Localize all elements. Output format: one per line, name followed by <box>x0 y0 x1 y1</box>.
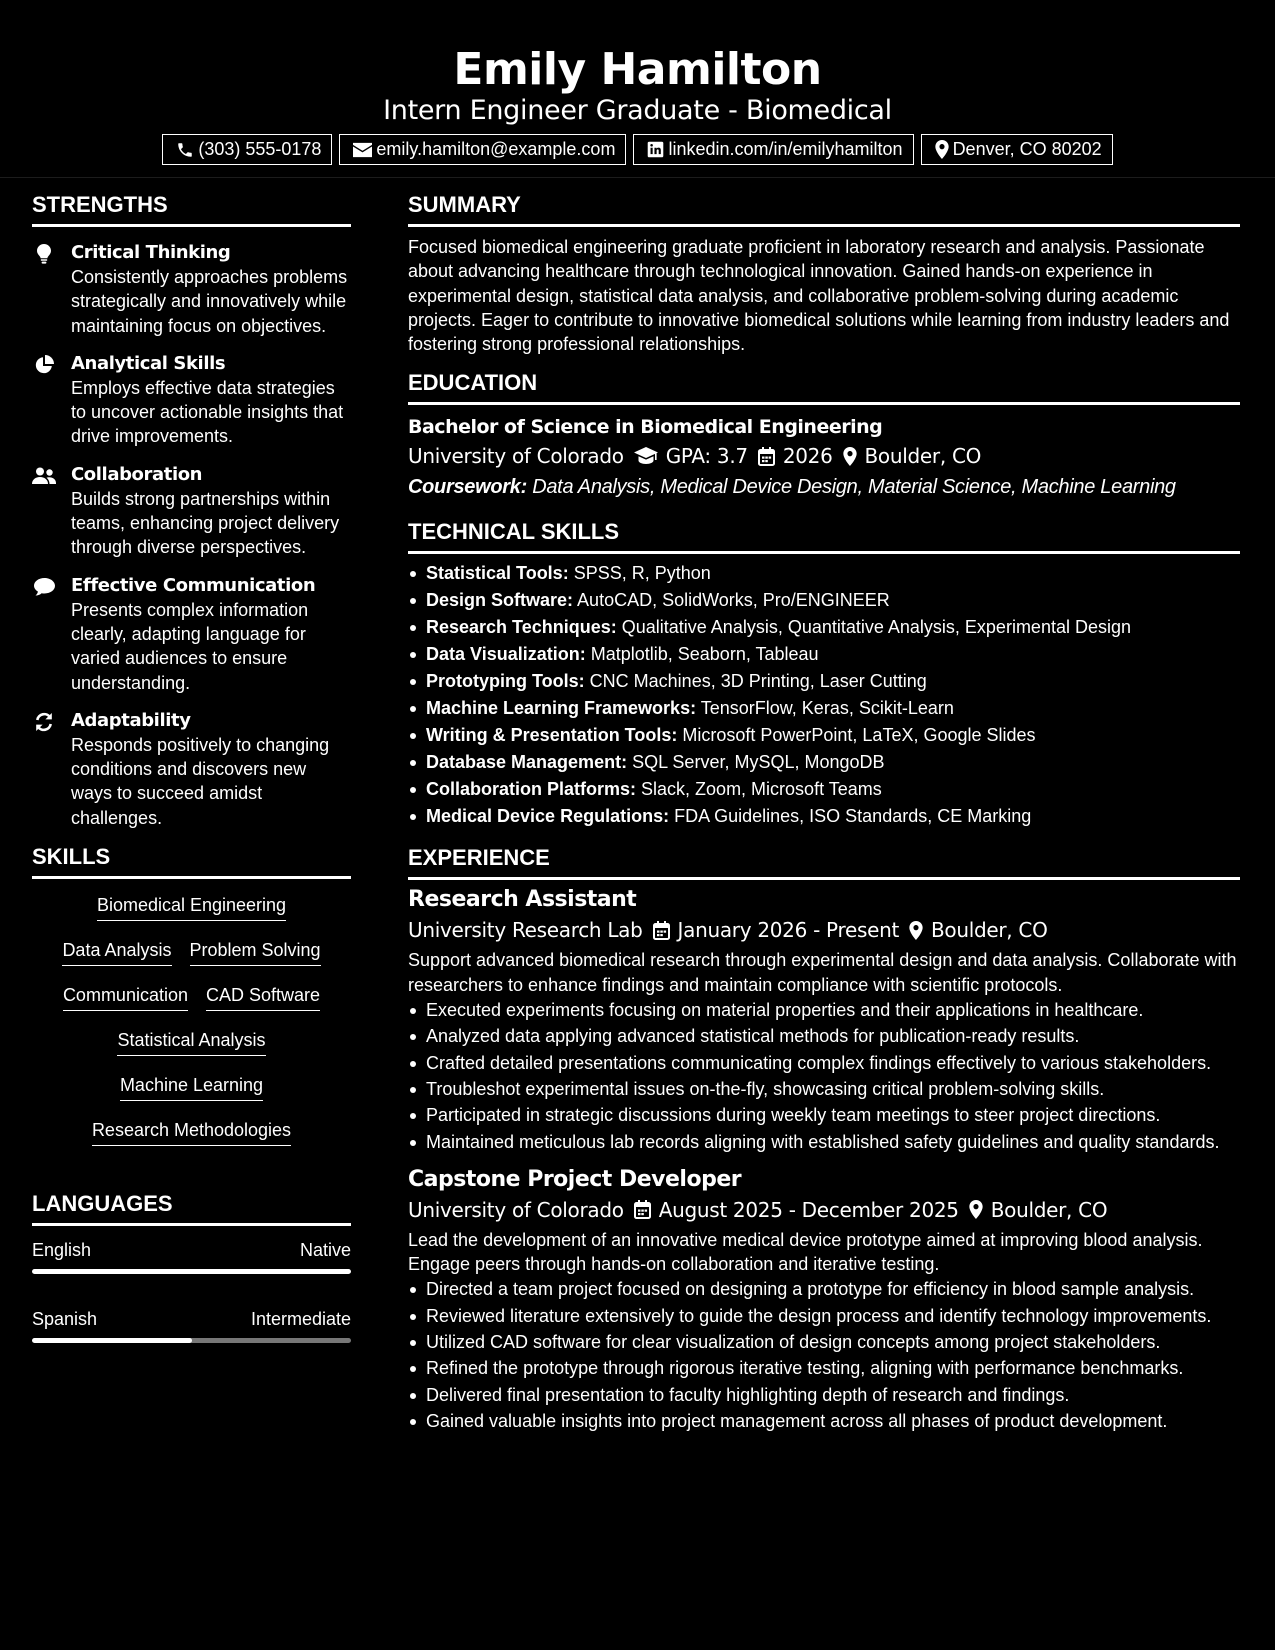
skills-section <box>32 844 351 1163</box>
list-item <box>408 803 1240 830</box>
skill-value: SQL Server, MySQL, MongoDB <box>632 752 885 773</box>
list-item: Analyzed data applying advanced statistical methods for publication-ready results. <box>408 1024 1240 1048</box>
gpa: GPA: 3.7 <box>665 444 748 469</box>
language-proficiency-bar <box>32 1338 351 1343</box>
skill-value: TensorFlow, Keras, Scikit-Learn <box>700 698 954 719</box>
skill-value: CNC Machines, 3D Printing, Laser Cutting <box>589 671 927 692</box>
strength-item <box>32 241 351 338</box>
list-item: Directed a team project focused on designing a prototype for efficiency in blood sample analysis. <box>408 1277 1240 1301</box>
skill-tag: CAD Software <box>206 983 320 1011</box>
contact-email[interactable] <box>339 134 626 165</box>
skill-tag: Machine Learning <box>120 1073 263 1101</box>
list-item <box>408 668 1240 695</box>
coursework-list: Data Analysis, Medical Device Design, Material Science, Machine Learning <box>532 476 1176 499</box>
skill-row <box>32 1028 351 1073</box>
skill-value: Qualitative Analysis, Quantitative Analysis, Experimental Design <box>621 617 1131 638</box>
skill-tag: Research Methodologies <box>92 1118 291 1146</box>
coursework <box>408 472 1240 502</box>
technical-skills-list <box>408 560 1240 830</box>
list-item: Delivered final presentation to faculty highlighting depth of research and findings. <box>408 1383 1240 1407</box>
strength-desc: Presents complex information clearly, adapting language for varied audiences to ensure understanding. <box>71 599 309 693</box>
job-location: Boulder, CO <box>990 1197 1108 1222</box>
school-name: University of Colorado <box>408 444 624 469</box>
skill-row <box>32 938 351 983</box>
skill-label: Research Techniques: <box>426 617 617 638</box>
list-item: Crafted detailed presentations communicating complex findings effectively to various stakeholders. <box>408 1051 1240 1075</box>
pie-chart-icon <box>32 355 56 375</box>
phone-icon <box>176 141 194 159</box>
skill-label: Database Management: <box>426 752 628 773</box>
language-item <box>32 1307 351 1343</box>
skills-heading: SKILLS <box>32 844 351 879</box>
contact-location-text: Denver, CO 80202 <box>952 139 1102 159</box>
job-org: University of Colorado <box>408 1197 624 1222</box>
list-item <box>408 695 1240 722</box>
skill-label: Medical Device Regulations: <box>426 806 670 827</box>
skill-label: Statistical Tools: <box>426 563 569 584</box>
technical-skills-section <box>408 519 1240 830</box>
calendar-icon <box>758 447 775 466</box>
list-item <box>408 614 1240 641</box>
strengths-heading: STRENGTHS <box>32 192 351 227</box>
strength-desc: Builds strong partnerships within teams, enhancing project delivery through diverse perspectives. <box>71 488 340 558</box>
language-level: Native <box>299 1240 351 1261</box>
skill-label: Design Software: <box>426 590 574 611</box>
job-bullets <box>408 998 1240 1154</box>
contact-bar <box>0 134 1275 165</box>
experience-section <box>408 845 1240 1433</box>
job-entry <box>408 1166 1240 1433</box>
strength-title: Critical Thinking <box>71 242 231 263</box>
skill-row <box>32 1118 351 1163</box>
refresh-icon <box>32 712 56 732</box>
skill-tag: Problem Solving <box>190 938 321 966</box>
contact-phone[interactable] <box>162 134 332 165</box>
job-org: University Research Lab <box>408 918 643 943</box>
contact-linkedin-text: linkedin.com/in/emilyhamilton <box>668 139 903 159</box>
list-item <box>408 776 1240 803</box>
degree-title: Bachelor of Science in Biomedical Engineering <box>408 416 883 439</box>
skill-tag: Statistical Analysis <box>117 1028 265 1056</box>
skill-tag: Data Analysis <box>62 938 171 966</box>
summary-heading: SUMMARY <box>408 192 1240 227</box>
language-proficiency-fill <box>32 1269 351 1274</box>
job-bullets <box>408 1277 1240 1433</box>
skill-label: Data Visualization: <box>426 644 586 665</box>
skill-value: Matplotlib, Seaborn, Tableau <box>590 644 819 665</box>
strength-title: Analytical Skills <box>71 352 226 374</box>
skill-label: Writing & Presentation Tools: <box>426 725 678 746</box>
resume-header <box>0 0 1275 178</box>
list-item <box>408 722 1240 749</box>
list-item: Gained valuable insights into project management across all phases of product development. <box>408 1409 1240 1433</box>
skill-label: Machine Learning Frameworks: <box>426 698 697 719</box>
skills-list <box>32 893 351 1163</box>
language-name: English <box>32 1240 92 1261</box>
list-item: Refined the prototype through rigorous iterative testing, aligning with performance benchmarks. <box>408 1356 1240 1380</box>
education-heading: EDUCATION <box>408 370 1240 405</box>
job-meta <box>408 1195 1240 1225</box>
skill-value: Microsoft PowerPoint, LaTeX, Google Slides <box>682 725 1036 746</box>
technical-skills-heading: TECHNICAL SKILLS <box>408 519 1240 554</box>
education-meta <box>408 441 1240 471</box>
skill-label: Prototyping Tools: <box>426 671 585 692</box>
summary-text: Focused biomedical engineering graduate proficient in laboratory research and analysis. Passionate about advancing healthcare through technological innovation. Gained hands-on experience in experimental design, statistical data analysis, and collaborative problem-solving during academic projects. Eager to contribute to innovative biomedical solutions while learning from industry leaders and fostering strong professional relationships. <box>408 237 1230 355</box>
strength-item <box>32 352 351 449</box>
job-description: Lead the development of an innovative medical device prototype aimed at improving blood analysis. Engage peers through hands-on collaboration and iterative testing. <box>408 1229 1203 1275</box>
users-icon <box>32 466 56 486</box>
skill-tag: Communication <box>63 983 188 1011</box>
list-item <box>408 560 1240 587</box>
languages-heading: LANGUAGES <box>32 1191 351 1226</box>
list-item: Maintained meticulous lab records aligning with established safety guidelines and quality standards. <box>408 1130 1240 1154</box>
contact-linkedin[interactable] <box>633 134 913 165</box>
strength-desc: Consistently approaches problems strategically and innovatively while maintaining focus on objectives. <box>71 267 348 336</box>
calendar-icon <box>653 921 670 940</box>
strength-desc: Employs effective data strategies to uncover actionable insights that drive improvements. <box>71 377 344 447</box>
strength-desc: Responds positively to changing conditions and discovers new ways to succeed amidst challenges. <box>71 734 330 828</box>
languages-section <box>32 1191 351 1343</box>
job-dates: January 2026 - Present <box>677 918 899 943</box>
contact-phone-text: (303) 555-0178 <box>198 139 322 159</box>
strength-item <box>32 709 351 830</box>
job-dates: August 2025 - December 2025 <box>658 1197 959 1222</box>
skill-row <box>32 983 351 1028</box>
list-item: Reviewed literature extensively to guide the design process and identify technology improvements. <box>408 1304 1240 1328</box>
skill-tag: Biomedical Engineering <box>97 893 286 921</box>
language-proficiency-bar <box>32 1269 351 1274</box>
experience-heading: EXPERIENCE <box>408 845 1240 880</box>
job-meta <box>408 915 1240 945</box>
skill-value: Slack, Zoom, Microsoft Teams <box>641 779 882 800</box>
language-item <box>32 1238 351 1274</box>
speech-bubble-icon <box>32 577 56 597</box>
skill-label: Collaboration Platforms: <box>426 779 637 800</box>
candidate-title: Intern Engineer Graduate - Biomedical <box>383 95 892 126</box>
graduation-year: 2026 <box>782 444 833 469</box>
right-column <box>408 178 1240 1433</box>
strength-item <box>32 574 351 695</box>
strength-title: Adaptability <box>71 709 191 731</box>
language-name: Spanish <box>32 1309 98 1330</box>
calendar-icon <box>634 1200 651 1219</box>
list-item: Executed experiments focusing on material properties and their applications in healthcare. <box>408 998 1240 1022</box>
graduation-cap-icon <box>634 447 658 465</box>
strengths-section <box>32 192 351 830</box>
skill-row <box>32 1073 351 1118</box>
lightbulb-icon <box>32 244 56 264</box>
job-location: Boulder, CO <box>931 918 1048 943</box>
strength-title: Effective Communication <box>71 574 316 596</box>
job-description: Support advanced biomedical research through experimental design and data analysis. Collaborate with researchers to enhance findings and maintain compliance with scientific protocols. <box>408 950 1237 995</box>
list-item <box>408 641 1240 668</box>
strength-item <box>32 463 351 560</box>
list-item <box>408 749 1240 776</box>
skill-value: AutoCAD, SolidWorks, Pro/ENGINEER <box>577 590 890 611</box>
contact-email-text: emily.hamilton@example.com <box>376 139 616 159</box>
school-location: Boulder, CO <box>864 444 982 469</box>
envelope-icon <box>353 142 372 158</box>
summary-section <box>408 192 1240 356</box>
education-section <box>408 370 1240 502</box>
strength-title: Collaboration <box>71 463 203 485</box>
skill-value: SPSS, R, Python <box>573 563 711 584</box>
skill-row <box>32 893 351 938</box>
list-item: Utilized CAD software for clear visualization of design concepts among project stakeholders. <box>408 1330 1240 1354</box>
map-pin-icon <box>969 1200 983 1219</box>
job-title: Research Assistant <box>408 887 637 913</box>
left-column <box>32 178 351 1343</box>
candidate-name: Emily Hamilton <box>453 44 822 95</box>
skill-value: FDA Guidelines, ISO Standards, CE Marking <box>674 806 1032 827</box>
list-item: Participated in strategic discussions during weekly team meetings to steer project directions. <box>408 1103 1240 1127</box>
job-title: Capstone Project Developer <box>408 1166 742 1192</box>
language-level: Intermediate <box>250 1309 351 1330</box>
list-item: Troubleshot experimental issues on-the-fly, showcasing critical problem-solving skills. <box>408 1077 1240 1101</box>
contact-location[interactable] <box>921 134 1113 165</box>
coursework-label: Coursework: <box>408 476 527 499</box>
map-pin-icon <box>843 447 857 466</box>
map-pin-icon <box>935 140 949 159</box>
language-proficiency-fill <box>32 1338 192 1343</box>
linkedin-icon <box>647 141 664 158</box>
job-entry <box>408 886 1240 1153</box>
map-pin-icon <box>909 921 923 940</box>
list-item <box>408 587 1240 614</box>
